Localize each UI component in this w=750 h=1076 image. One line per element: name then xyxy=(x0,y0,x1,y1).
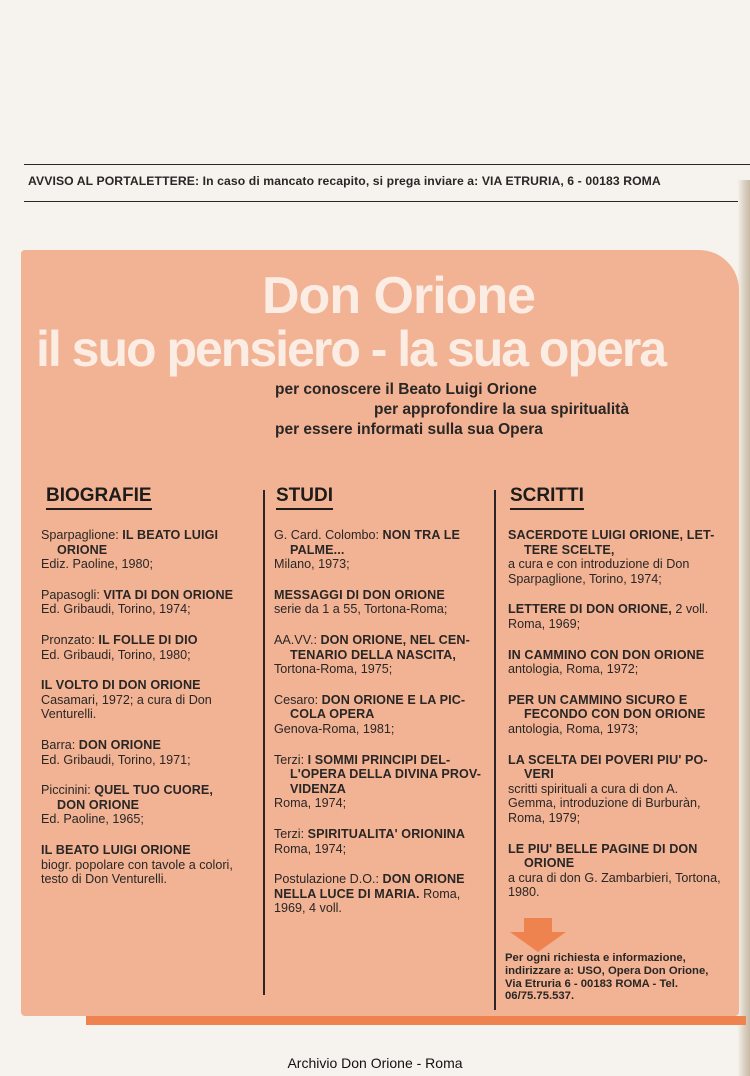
list-item: Postulazione D.O.: DON ORIONE NELLA LUCE DI MARIA. Roma, 1969, 4 voll. xyxy=(274,872,465,916)
list-item: MESSAGGI DI DON ORIONE serie da 1 a 55, Tortona-Roma; xyxy=(274,587,448,617)
list-item: LA SCELTA DEI POVERI PIU' PO- VERI scritti spirituali a cura di don A. Gemma, introduzione di Burburàn, Roma, 1979; xyxy=(508,752,708,825)
heading-scritti: SCRITTI xyxy=(510,485,584,511)
notice-bar xyxy=(24,164,750,202)
column-studi xyxy=(274,528,490,932)
list-item: LETTERE DI DON ORIONE, 2 voll. Roma, 1969; xyxy=(508,602,709,631)
list-item: Pronzato: IL FOLLE DI DIO Ed. Gribaudi, Torino, 1980; xyxy=(41,632,198,662)
list-item: Piccinini: QUEL TUO CUORE, DON ORIONE Ed. Paoline, 1965; xyxy=(41,783,214,827)
arrow-down-icon xyxy=(508,918,568,952)
list-item: PER UN CAMMINO SICURO E FECONDO CON DON ORIONE antologia, Roma, 1973; xyxy=(508,692,706,736)
column-biografie xyxy=(41,528,257,903)
list-item: G. Card. Colombo: NON TRA LE PALME... Milano, 1973; xyxy=(274,528,460,572)
list-item: SACERDOTE LUIGI ORIONE, LET- TERE SCELTE, a cura e con introduzione di Don Sparpaglione, Torino, 1974; xyxy=(508,528,715,586)
tagline-1: per conoscere il Beato Luigi Orione xyxy=(275,381,537,398)
list-item: Cesaro: DON ORIONE E LA PIC- COLA OPERA Genova-Roma, 1981; xyxy=(274,692,466,736)
list-item: Sparpaglione: IL BEATO LUIGI ORIONE Ediz. Paoline, 1980; xyxy=(41,528,219,572)
list-item: IN CAMMINO CON DON ORIONE antologia, Roma, 1972; xyxy=(508,647,705,677)
list-item: Papasogli: VITA DI DON ORIONE Ed. Gribaudi, Torino, 1974; xyxy=(41,587,234,617)
column-scritti xyxy=(508,528,724,916)
list-item: LE PIU' BELLE PAGINE DI DON ORIONE a cura di don G. Zambarbieri, Tortona, 1980. xyxy=(508,841,721,900)
column-divider-2 xyxy=(494,490,496,1010)
list-item: Barra: DON ORIONE Ed. Gribaudi, Torino, 1971; xyxy=(41,737,191,767)
list-item: IL VOLTO DI DON ORIONE Casamari, 1972; a cura di Don Venturelli. xyxy=(41,678,212,722)
list-item: Terzi: I SOMMI PRINCIPI DEL- L'OPERA DELLA DIVINA PROV- VIDENZA Roma, 1974; xyxy=(274,752,482,811)
contact-info: Per ogni richiesta e informazione, indirizzare a: USO, Opera Don Orione, Via Etruria 6 - 00183 ROMA - Tel. 06/75.75.537. xyxy=(505,952,709,1003)
heading-biografie: BIOGRAFIE xyxy=(46,485,152,511)
notice-text: AVVISO AL PORTALETTERE: In caso di mancato recapito, si prega inviare a: VIA ETRURIA, 6 - 00183 ROMA xyxy=(28,174,661,188)
headline-title: Don Orione xyxy=(262,267,536,325)
list-item: IL BEATO LUIGI ORIONE biogr. popolare con tavole a colori, testo di Don Venturelli. xyxy=(41,842,233,887)
panel-bottom-band xyxy=(86,1016,746,1025)
list-item: Terzi: SPIRITUALITA' ORIONINA Roma, 1974; xyxy=(274,826,466,856)
headline-subtitle: il suo pensiero - la sua opera xyxy=(36,321,666,377)
list-item: AA.VV.: DON ORIONE, NEL CEN- TENARIO DELLA NASCITA, Tortona-Roma, 1975; xyxy=(274,632,470,677)
heading-studi: STUDI xyxy=(276,485,333,511)
tagline-3: per essere informati sulla sua Opera xyxy=(275,421,543,438)
column-divider-1 xyxy=(263,490,265,995)
tagline-2: per approfondire la sua spiritualità xyxy=(374,401,629,418)
page-edge xyxy=(738,180,750,1076)
archive-footer: Archivio Don Orione - Roma xyxy=(287,1055,463,1071)
